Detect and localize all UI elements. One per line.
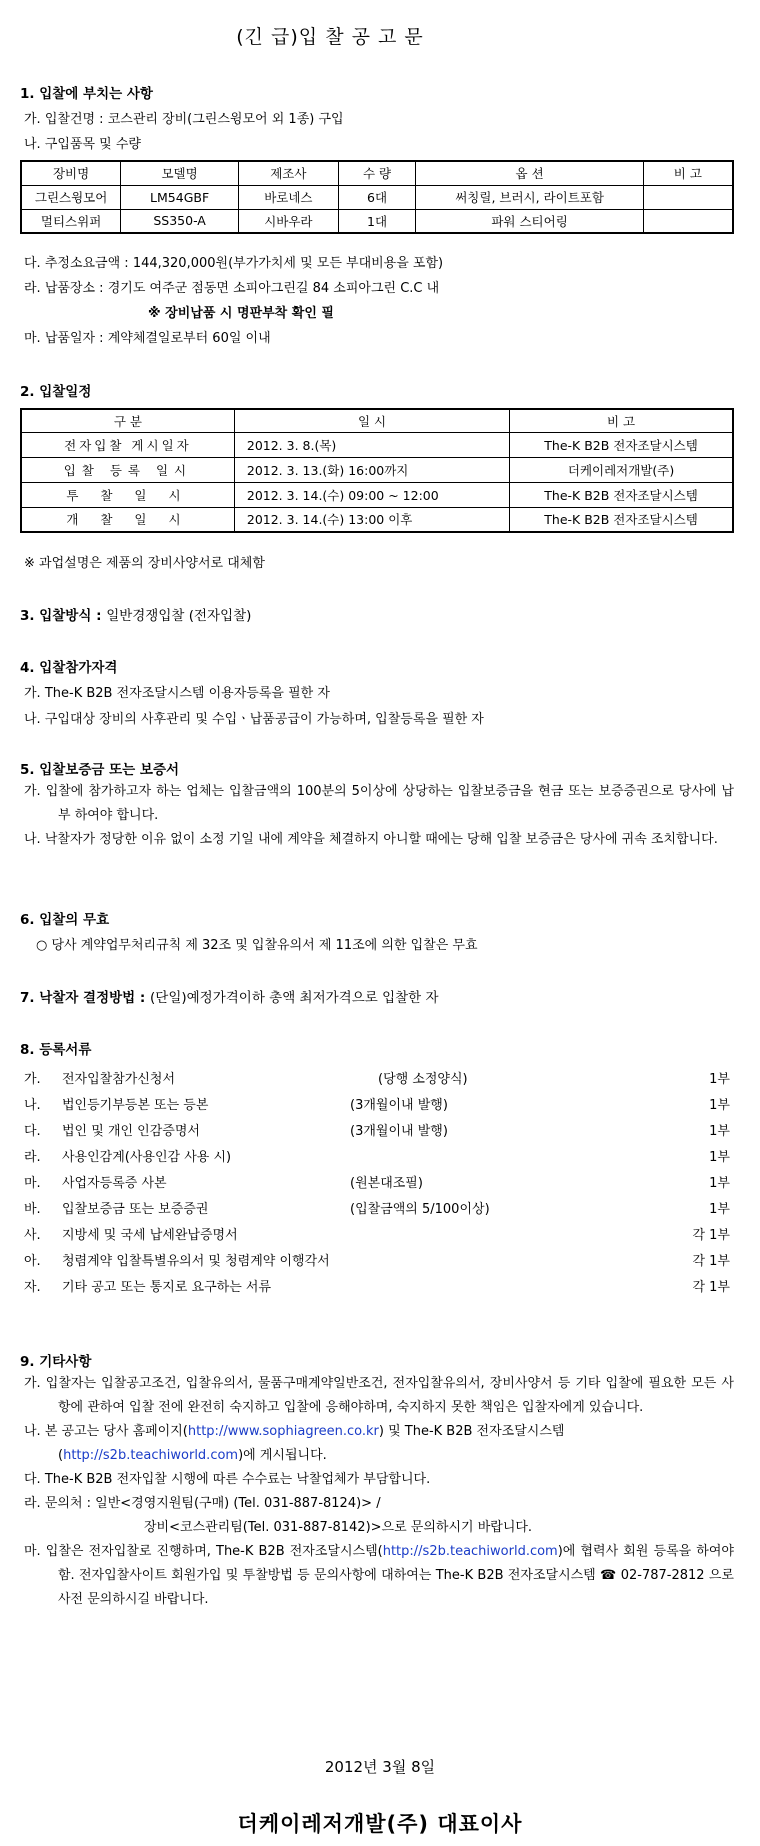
section-7-text: (단일)예정가격이하 총액 최저가격으로 입찰한 자 — [150, 990, 439, 1006]
misc-d2: 장비<코스관리팀(Tel. 031-887-8142)>으로 문의하시기 바랍니다. — [144, 1520, 533, 1535]
qualification-a: 가. The-K B2B 전자조달시스템 이용자등록을 필한 자 — [24, 686, 330, 701]
doc-index: 자. — [24, 1280, 41, 1295]
doc-note: (입찰금액의 5/100이상) — [350, 1202, 490, 1217]
doc-index: 다. — [24, 1124, 41, 1139]
page-title: (긴 급)입 찰 공 고 문 — [236, 26, 424, 48]
doc-count: 1부 — [709, 1202, 730, 1217]
deposit-b: 나. 낙찰자가 정당한 이유 없이 소정 기일 내에 계약을 체결하지 아니할 때에는 당해 입찰 보증금은 당사에 귀속 조치합니다. — [24, 832, 718, 847]
list-item — [20, 1094, 730, 1120]
table-cell: 써칭릴, 브러시, 라이트포함 — [416, 185, 643, 209]
homepage-link[interactable]: http://www.sophiagreen.co.kr — [187, 1424, 379, 1439]
table-cell: 바로네스 — [239, 185, 339, 209]
doc-count: 1부 — [709, 1150, 730, 1165]
schedule-table — [20, 408, 734, 533]
section-9-heading: 9. 기타사항 — [20, 1354, 92, 1370]
section-8-heading: 8. 등록서류 — [20, 1042, 92, 1058]
misc-b-text: )에 게시됩니다. — [238, 1448, 327, 1463]
delivery-date: 마. 납품일자 : 계약체결일로부터 60일 이내 — [24, 331, 271, 346]
table-cell: 2012. 3. 14.(수) 09:00 ~ 12:00 — [234, 482, 509, 507]
misc-e-text: 마. 입찰은 전자입찰로 진행하며, The-K B2B 전자조달시스템( — [24, 1544, 383, 1559]
misc-b — [24, 1420, 734, 1468]
doc-title: 법인등기부등본 또는 등본 — [62, 1098, 209, 1113]
table-cell: The-K B2B 전자조달시스템 — [510, 482, 733, 507]
table-cell — [643, 185, 733, 209]
table-cell: 전자입찰 게시일자 — [21, 432, 234, 457]
doc-count: 각 1부 — [692, 1254, 730, 1269]
section-4-heading: 4. 입찰참가자격 — [20, 660, 118, 676]
table-row — [21, 432, 733, 457]
section-7-heading — [20, 986, 439, 1006]
doc-title: 전자입찰참가신청서 — [62, 1072, 176, 1087]
section-5-heading: 5. 입찰보증금 또는 보증서 — [20, 762, 180, 778]
list-item — [20, 1146, 730, 1172]
table-cell: 2012. 3. 13.(화) 16:00까지 — [234, 457, 509, 482]
table-cell: 멀티스위퍼 — [21, 209, 121, 233]
table-cell: SS350-A — [121, 209, 239, 233]
equipment-header: 제조사 — [239, 161, 339, 185]
misc-paragraphs — [24, 1372, 734, 1612]
equipment-header: 장비명 — [21, 161, 121, 185]
estimated-cost: 다. 추정소요금액 : 144,320,000원(부가가치세 및 모든 부대비용을 포함) — [24, 256, 444, 271]
misc-c: 다. The-K B2B 전자입찰 시행에 따른 수수료는 낙찰업체가 부담합니다. — [24, 1472, 431, 1487]
delivery-place: 라. 납품장소 : 경기도 여주군 점동면 소피아그린길 84 소피아그린 C.C 내 — [24, 281, 440, 296]
table-cell: 1대 — [338, 209, 416, 233]
table-cell: 입찰 등록 일시 — [21, 457, 234, 482]
doc-count: 각 1부 — [692, 1228, 730, 1243]
doc-count: 1부 — [709, 1124, 730, 1139]
doc-index: 라. — [24, 1150, 41, 1165]
equipment-header: 옵 션 — [416, 161, 643, 185]
table-cell: 개 찰 일 시 — [21, 507, 234, 532]
table-cell: 그린스윙모어 — [21, 185, 121, 209]
doc-index: 나. — [24, 1098, 41, 1113]
deposit-a: 가. 입찰에 참가하고자 하는 업체는 입찰금액의 100분의 5이상에 상당하는 입찰보증금을 현금 또는 보증증권으로 당사에 납부 하여야 합니다. — [24, 784, 734, 823]
doc-title: 사업자등록증 사본 — [62, 1176, 167, 1191]
section-3-label: 3. 입찰방식 : — [20, 608, 102, 624]
table-row — [21, 482, 733, 507]
table-cell: The-K B2B 전자조달시스템 — [510, 432, 733, 457]
misc-e-text: )에 협력사 회원 등록을 하여야 함. 전자입찰사이트 회원가입 및 투찰방법 등 문의사항에 대하여는 The-K B2B 전자조달시스템 ☎ 02-787-2812 으로 사전 문의하시길 바랍니다. — [58, 1544, 734, 1607]
equipment-header: 모델명 — [121, 161, 239, 185]
table-cell: 투 찰 일 시 — [21, 482, 234, 507]
bid-name: 가. 입찰건명 : 코스관리 장비(그린스윙모어 외 1종) 구입 — [24, 112, 344, 127]
schedule-header: 일 시 — [234, 409, 509, 432]
s2b-link[interactable]: http://s2b.teachiworld.com — [63, 1448, 239, 1463]
doc-title: 기타 공고 또는 통지로 요구하는 서류 — [62, 1280, 272, 1295]
doc-index: 마. — [24, 1176, 41, 1191]
doc-note: (3개월이내 발행) — [350, 1098, 448, 1113]
s2b-link[interactable]: http://s2b.teachiworld.com — [382, 1544, 558, 1559]
delivery-note: ※ 장비납품 시 명판부착 확인 필 — [148, 306, 334, 321]
misc-a: 가. 입찰자는 입찰공고조건, 입찰유의서, 물품구매계약일반조건, 전자입찰유의서, 장비사양서 등 기타 입찰에 필요한 모든 사항에 관하여 입찰 전에 완전히 숙지하고 입찰에 응해야하며, 숙지하지 못한 책임은 입찰자에게 있습니다. — [24, 1376, 734, 1415]
doc-note: (원본대조필) — [350, 1176, 423, 1191]
schedule-header: 비 고 — [510, 409, 733, 432]
doc-note: (당행 소정양식) — [378, 1072, 468, 1087]
list-item — [20, 1068, 730, 1094]
table-cell: 6대 — [338, 185, 416, 209]
table-cell — [643, 209, 733, 233]
table-row — [21, 185, 733, 209]
misc-b-text: ( — [58, 1448, 64, 1463]
equipment-header: 비 고 — [643, 161, 733, 185]
doc-note: (3개월이내 발행) — [350, 1124, 448, 1139]
table-row — [21, 209, 733, 233]
doc-index: 아. — [24, 1254, 41, 1269]
table-cell: 시바우라 — [239, 209, 339, 233]
table-row — [21, 457, 733, 482]
doc-title: 지방세 및 국세 납세완납증명서 — [62, 1228, 238, 1243]
schedule-note: ※ 과업설명은 제품의 장비사양서로 대체함 — [24, 556, 265, 571]
equipment-table — [20, 160, 734, 234]
list-item — [20, 1224, 730, 1250]
misc-e — [24, 1540, 734, 1612]
section-7-label: 7. 낙찰자 결정방법 : — [20, 990, 146, 1006]
table-cell: The-K B2B 전자조달시스템 — [510, 507, 733, 532]
doc-count: 각 1부 — [692, 1280, 730, 1295]
doc-index: 가. — [24, 1072, 41, 1087]
doc-count: 1부 — [709, 1176, 730, 1191]
item-label: 나. 구입품목 및 수량 — [24, 137, 141, 152]
section-6-heading: 6. 입찰의 무효 — [20, 912, 110, 928]
list-item — [20, 1120, 730, 1146]
section-1-heading: 1. 입찰에 부치는 사항 — [20, 86, 153, 102]
doc-count: 1부 — [709, 1072, 730, 1087]
list-item — [20, 1172, 730, 1198]
doc-index: 바. — [24, 1202, 41, 1217]
notice-date: 2012년 3월 8일 — [324, 1758, 436, 1776]
doc-count: 1부 — [709, 1098, 730, 1113]
table-row — [21, 507, 733, 532]
qualification-b: 나. 구입대상 장비의 사후관리 및 수입ㆍ납품공급이 가능하며, 입찰등록을 필한 자 — [24, 712, 484, 727]
equipment-header: 수 량 — [338, 161, 416, 185]
misc-b-text: 나. 본 공고는 당사 홈페이지( — [24, 1424, 188, 1439]
documents-list — [20, 1068, 730, 1302]
doc-title: 법인 및 개인 인감증명서 — [62, 1124, 200, 1139]
list-item — [20, 1198, 730, 1224]
table-cell: LM54GBF — [121, 185, 239, 209]
signature: 더케이레저개발(주) 대표이사 — [237, 1812, 523, 1836]
schedule-header: 구 분 — [21, 409, 234, 432]
section-2-heading: 2. 입찰일정 — [20, 384, 92, 400]
table-cell: 파워 스티어링 — [416, 209, 643, 233]
table-cell: 2012. 3. 8.(목) — [234, 432, 509, 457]
doc-title: 청렴계약 입찰특별유의서 및 청렴계약 이행각서 — [62, 1254, 330, 1269]
doc-title: 사용인감계(사용인감 사용 시) — [62, 1150, 232, 1165]
misc-b-text: ) 및 The-K B2B 전자조달시스템 — [378, 1424, 565, 1439]
doc-title: 입찰보증금 또는 보증증권 — [62, 1202, 209, 1217]
list-item — [20, 1250, 730, 1276]
invalid-bid-rule: ○ 당사 계약업무처리규칙 제 32조 및 입찰유의서 제 11조에 의한 입찰은 무효 — [36, 938, 478, 953]
deposit-paragraphs — [24, 780, 734, 852]
section-3-text: 일반경쟁입찰 (전자입찰) — [106, 608, 252, 624]
table-cell: 더케이레저개발(주) — [510, 457, 733, 482]
table-cell: 2012. 3. 14.(수) 13:00 이후 — [234, 507, 509, 532]
doc-index: 사. — [24, 1228, 41, 1243]
list-item — [20, 1276, 730, 1302]
misc-d1: 라. 문의처 : 일반<경영지원팀(구매) (Tel. 031-887-8124)> / — [24, 1496, 381, 1511]
section-3-heading — [20, 604, 251, 624]
